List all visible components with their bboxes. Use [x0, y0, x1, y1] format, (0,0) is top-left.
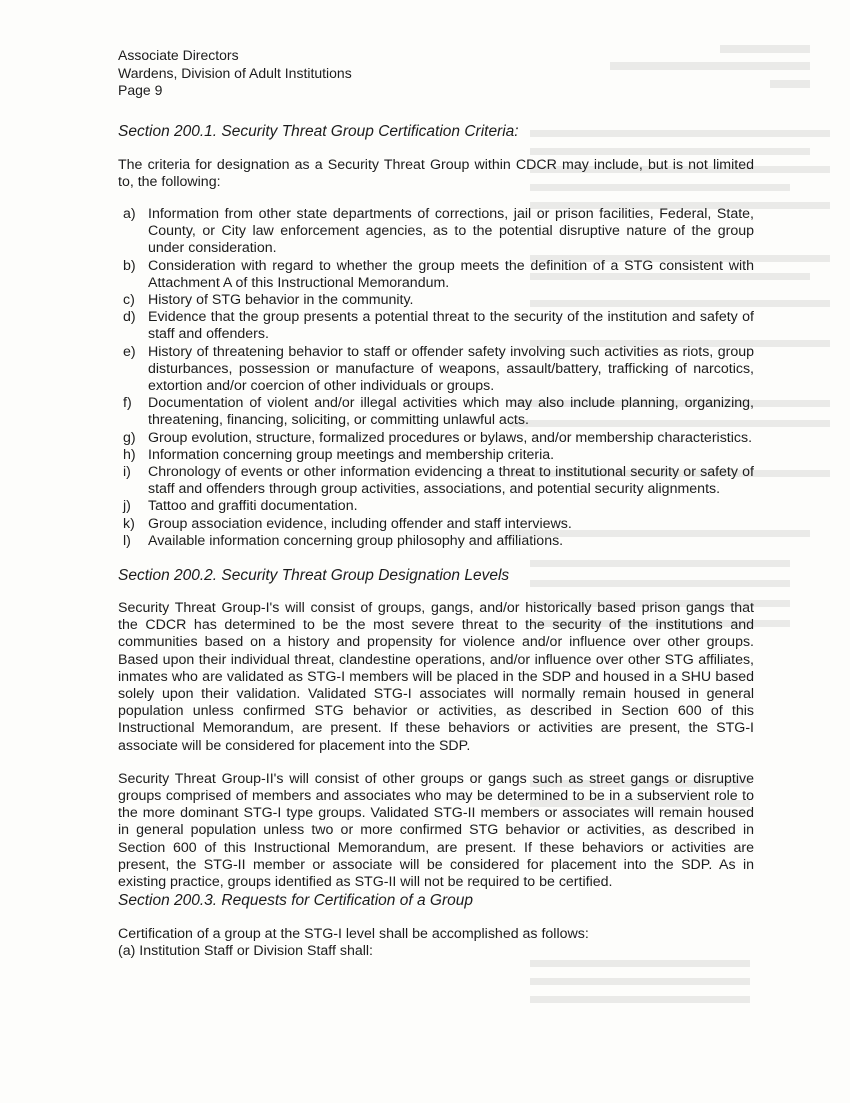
criteria-item — [118, 464, 754, 498]
criteria-item-marker: k) — [123, 515, 135, 532]
criteria-item-text: Evidence that the group presents a potential threat to the security of the institution and safety of staff and offenders. — [148, 309, 754, 343]
criteria-item-marker: j) — [123, 498, 131, 515]
criteria-item-marker: i) — [123, 463, 131, 480]
section-200-2-para-1: Security Threat Group-I's will consist of groups, gangs, and/or historically based prison gangs that the CDCR has determined to be the most severe threat to the security of the institutions and communities based on a history and propensity for violence and/or influence over other groups. Based upon their individual threat, clandestine operations, and/or influence over other STG affiliates, inmates who are validated as STG-I members will be placed in the SDP and housed in a SHU based solely upon their validation. Validated STG-I associates will normally remain housed in general population unless confirmed STG behavior or activities, as described in Section 600 of this Instructional Memorandum, are present. If these behaviors or activities are present, the STG-I associate will be considered for placement into the SDP. — [118, 599, 754, 754]
criteria-item-text: Available information concerning group philosophy and affiliations. — [148, 532, 564, 549]
criteria-item-text: History of STG behavior in the community. — [148, 291, 414, 308]
criteria-item — [118, 206, 754, 258]
header-recipients: Associate Directors — [118, 47, 239, 63]
criteria-item — [118, 258, 754, 292]
criteria-item — [118, 395, 754, 429]
section-200-3-item-a: (a) Institution Staff or Division Staff shall: — [118, 943, 373, 960]
section-200-1-title: Section 200.1. Security Threat Group Certification Criteria: — [118, 122, 519, 140]
criteria-item-text: Group evolution, structure, formalized procedures or bylaws, and/or membership characteristics. — [148, 429, 753, 446]
criteria-item — [118, 447, 754, 464]
criteria-item-text: History of threatening behavior to staff or offender safety involving such activities as riots, group disturbances, possession or manufacture of weapons, assault/battery, trafficking of narcotics, extortion and/or coercion of other individuals or groups. — [148, 343, 754, 394]
section-200-2-para-2: Security Threat Group-II's will consist of other groups or gangs such as street gangs or disruptive groups comprised of members and associates who may be determined to be in a subservient role to the more dominant STG-I type groups. Validated STG-II members or associates will remain housed in general population unless two or more confirmed STG behavior or activities, as described in Section 600 of this Instructional Memorandum, are present. If these behaviors or activities are present, the STG-II member or associate will be considered for placement into the SDP. As in existing practice, groups identified as STG-II will not be required to be certified. — [118, 770, 754, 891]
criteria-item-text: Tattoo and graffiti documentation. — [148, 498, 358, 515]
criteria-item-marker: f) — [123, 395, 132, 412]
criteria-list — [118, 206, 754, 550]
criteria-item-text: Documentation of violent and/or illegal activities which may also include planning, organizing, threatening, financing, soliciting, or committing unlawful acts. — [148, 395, 754, 429]
criteria-item — [118, 344, 754, 396]
section-200-3-para-1: Certification of a group at the STG-I level shall be accomplished as follows: — [118, 926, 589, 943]
criteria-item-marker: e) — [123, 343, 136, 360]
section-200-3-title: Section 200.3. Requests for Certification of a Group — [118, 892, 473, 910]
section-200-1-intro: The criteria for designation as a Security Threat Group within CDCR may include, but is not limited to, the following: — [118, 156, 754, 190]
criteria-item-text: Information from other state departments of corrections, jail or prison facilities, Federal, State, County, or City law enforcement agencies, as to the potential disruptive nature of the group under consideration. — [148, 205, 754, 257]
criteria-item — [118, 430, 754, 447]
criteria-item-marker: l) — [123, 532, 131, 549]
letter-header — [118, 47, 754, 100]
criteria-item-text: Information concerning group meetings and membership criteria. — [148, 446, 555, 463]
criteria-item — [118, 533, 754, 550]
criteria-item — [118, 309, 754, 343]
section-200-2-title: Section 200.2. Security Threat Group Designation Levels — [118, 566, 510, 584]
page-number: Page 9 — [118, 82, 163, 98]
criteria-item-text: Group association evidence, including offender and staff interviews. — [148, 515, 572, 532]
header-recipients-2: Wardens, Division of Adult Institutions — [118, 64, 352, 81]
criteria-item-marker: b) — [123, 257, 136, 274]
criteria-item-text: Consideration with regard to whether the group meets the definition of a STG consistent with Attachment A of this Instructional Memorandum. — [148, 257, 754, 291]
criteria-item-marker: d) — [123, 309, 136, 326]
criteria-item — [118, 498, 754, 515]
criteria-item-marker: a) — [123, 205, 136, 222]
criteria-item-marker: h) — [123, 446, 136, 463]
criteria-item-marker: c) — [123, 291, 135, 308]
criteria-item-marker: g) — [123, 429, 136, 446]
criteria-item — [118, 516, 754, 533]
criteria-item — [118, 292, 754, 309]
criteria-item-text: Chronology of events or other information evidencing a threat to institutional security or safety of staff and offenders through group activities, associations, and potential security alignments. — [148, 463, 754, 498]
